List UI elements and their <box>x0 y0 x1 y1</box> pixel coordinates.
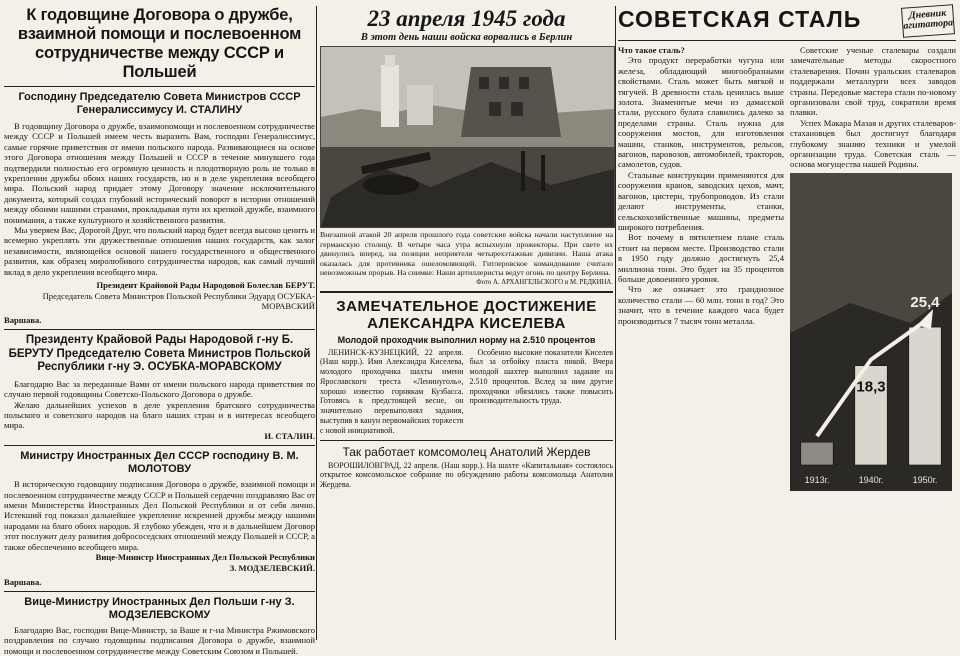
signature: З. МОДЗЕЛЕВСКИЙ. <box>229 562 315 573</box>
chart-year-label: 1950г. <box>912 474 938 485</box>
divider <box>320 291 613 293</box>
letter-text: Благодарю Вас за переданные Вами от имени польского народа приветствия по случаю первой годовщины Советско-Польского Договора о дружбе. <box>4 378 315 400</box>
letter-text: В годовщину Договора о дружбе, взаимопомощи и послевоенном сотрудничестве между СССР и Польшей имеем честь выразить Вам, господин Генералиссимус, самые горячие приветствия от имени польского народа. Развивающиеся на основе этого Договора отношения между Польшей и СССР в течение минувшего года подтвердили полностью его огромную ценность и плодотворную роль не только в укреплении дружбы обоих наших государств, но и в деле укрепления всеобщего мира. Польский народ придает этому Договору значение исключительного документа, который создал глубокий исторический поворот в истории отношений между обоими нашими странами, прокладывая пути их крепкой дружбе, взаимного понимания, а также культурного и хозяйственного развития. <box>4 121 315 225</box>
steel-headline: СОВЕТСКАЯ СТАЛЬ <box>618 6 862 32</box>
signature: Председатель Совета Министров Польской Республики Эдуард ОСУБКА-МОРАВСКИЙ <box>42 290 315 311</box>
chart-year-label: 1913г. <box>804 474 830 485</box>
steel-chart <box>790 173 952 491</box>
photo-credit: Фото А. АРХАНГЕЛЬСКОГО и М. РЕДКИНА. <box>476 278 613 286</box>
letter-text: В историческую годовщину подписания Договора о дружбе, взаимной помощи и послевоенном сотрудничестве между СССР и Польшей сердечно поздравляю Вас от имени Министерства Иностранных Дел Польской Республики и от себя лично. Истекший год показал дальнейшее укрепление искренней дружбы между нашими народами на благо обоих народов. Я глубоко убежден, что и в дальнейшем Договор этот послужит делу развития добрососедских отношений между Польшей и СССР, а также обеспечению всеобщего мира. <box>4 479 315 552</box>
zherdev-headline: Так работает комсомолец Анатолий Жердев <box>342 444 591 459</box>
steel-header <box>618 6 956 40</box>
article-text: Это продукт переработки чугуна или железа, обладающий многообразными свойствами. Сталь может быть мягкой и тягучей. В древности сталь ценилась выше золота. Знаменитые мечи из дамасской стали, русского булата славились далеко за пределами страны. Сталь нужна для сооружения мостов, для изготовления машин, станков, инструментов, рельсов, вагонов, паровозов, автомобилей, тракторов, самолетов, судов. <box>618 55 784 170</box>
signature: Президент Крайовой Рады Народовой Болеслав БЕРУТ. <box>96 280 315 291</box>
chart-value-label: 25,4 <box>910 293 940 311</box>
treaty-headline: К годовщине Договора о дружбе, взаимной помощи и послевоенном сотрудничестве между СССР и Польшей <box>17 6 302 81</box>
article-text: Особенно высокие показатели Киселев был за отбойку пласта пикой. Вчера молодой шахтер выполнил задание на 2.510 процентов. Вслед за ним другие проходчики обязались также повысить производительность труда. <box>469 347 613 406</box>
addressee-modzelewski: Вице-Министру Иностранных Дел Польши г-ну З. МОДЗЕЛЕВСКОМУ <box>24 595 295 621</box>
article-text: Советские ученые сталевары создали замечательные методы скоростного сталеварения. Почин уральских сталеваров поддержали металлурги всех заводов страны. Передовые мастера стали по-новому организовали свой труд, сократили время плавки. <box>790 45 956 118</box>
place-name: Варшава. <box>4 315 42 326</box>
divider <box>4 445 315 446</box>
divider <box>320 440 613 441</box>
article-text: Вот почему в пятилетнем плане сталь стоит на первом месте. Производство стали в 1950 году должно достигнуть 25,4 миллиона тонн. Это будет на 35 процентов больше довоенного уровня. <box>618 232 784 284</box>
signature: И. СТАЛИН. <box>264 430 315 441</box>
place-name: Варшава. <box>4 576 42 587</box>
divider <box>618 40 956 41</box>
letter-text: Благодарю Вас, господин Вице-Министр, за Ваше и г-на Министра Ржимовского поздравления по случаю годовщины подписания Договора о дружбе, взаимной помощи и послевоенном сотрудничестве между Советским Союзом и Польшей. <box>4 624 315 656</box>
letter-text: Желаю дальнейших успехов в деле укрепления братского сотрудничества польского и советского народов на благо наших стран и в интересах всеобщего мира. <box>4 399 315 431</box>
date-subheadline: В этот день наши войска ворвались в Берлин <box>360 32 573 43</box>
addressee-bierut: Президенту Крайовой Рады Народовой г-ну Б. БЕРУТУ Председателю Совета Министров Польской Республики г-ну Э. ОСУБКА-МОРАВСКОМУ <box>8 334 311 374</box>
addressee-stalin: Господину Председателю Совета Министров СССР Генералиссимусу И. СТАЛИНУ <box>18 91 301 116</box>
addressee-molotov: Министру Иностранных Дел СССР господину В. М. МОЛОТОВУ <box>20 450 299 476</box>
letter-text: Мы уверяем Вас, Дорогой Друг, что польский народ будет всегда высоко ценить и всемерно укреплять эти дружественные отношения наших государств, как залог независимости, являющейся основой нашего государственного и общественного развития, как образец миролюбивого сотрудничества народов, как самый лучший вклад в дело укрепления всеобщего мира. <box>4 225 315 277</box>
record-article <box>320 348 613 436</box>
article-text: Что же означает это грандиозное количество стали — 60 млн. тонн в год? Это значит, что в течение каждого часа будет производиться 7 тысяч тонн металла. <box>618 284 784 326</box>
column-steel <box>618 6 956 640</box>
column-rule <box>316 6 317 640</box>
column-berlin <box>320 6 613 640</box>
column-rule <box>615 6 616 640</box>
article-text: ЛЕНИНСК-КУЗНЕЦКИЙ, 22 апреля. (Наш корр.). Имя Александра Киселева, молодого проходчика шахты имени Ярославского треста «Ленинуголь», хорошо известно горнякам Кузбасса. Готовясь к предстоящей весне, он значительно перевыполнял задания, выступив в канун первомайских торжеств с новой инициативой. <box>320 347 464 435</box>
date-headline: 23 апреля 1945 года <box>367 6 566 31</box>
question: Что такое сталь? <box>618 45 685 55</box>
steel-chart-svg <box>790 173 952 491</box>
divider <box>4 591 315 592</box>
chart-value-label: 18,3 <box>856 378 886 396</box>
record-headline: ЗАМЕЧАТЕЛЬНОЕ ДОСТИЖЕНИЕ АЛЕКСАНДРА КИСЕЛЕВА <box>336 297 597 332</box>
agitator-stamp: Дневник агитатора <box>901 4 955 38</box>
chart-year-label: 1940г. <box>858 474 884 485</box>
chart-bar <box>909 327 941 465</box>
article-text: Стальные конструкции применяются для сооружения кранов, заводских цехов, мачт, вагонов, цистерн, трубопроводов. Из стали делают инструменты, станки, сельскохозяйственные машины, предметы широкого потребления. <box>618 169 784 232</box>
divider <box>4 329 315 330</box>
divider <box>4 86 315 87</box>
column-treaty <box>4 6 315 656</box>
berlin-photo <box>320 46 615 228</box>
chart-bar <box>801 442 833 465</box>
article-text: Успех Макара Мазая и других сталеваров-стахановцев был достигнут благодаря глубокому знанию техники и умелой организации труда. Советская сталь — основа могущества нашей Родины. <box>790 117 956 170</box>
signature: Вице-Министр Иностранных Дел Польской Республики <box>95 552 315 563</box>
photo-caption: Внезапной атакой 20 апреля прошлого года советские войска начали наступление на германскую столицу. В четыре часа утра вспыхнули прожекторы. При свете их двинулись вперед, на позиции неприятеля четырехэтажные дивизии. Наша атака оказалась для противника ошеломляющей. Гитлеровское командование считало невозможным прорыв. На снимке: Наши артиллеристы ведут огонь по центру Берлина. <box>320 230 613 277</box>
article-text: ВОРОШИЛОВГРАД, 22 апреля. (Наш корр.). На шахте «Капитальная» состоялось открытое комсомольское собрание по обсуждению работы комсомольца Анатолия Жердева. <box>320 460 613 490</box>
photo-scene-icon <box>321 47 614 227</box>
record-subheadline: Молодой проходчик выполнил норму на 2.510 процентов <box>337 334 596 345</box>
steel-article <box>618 45 956 491</box>
